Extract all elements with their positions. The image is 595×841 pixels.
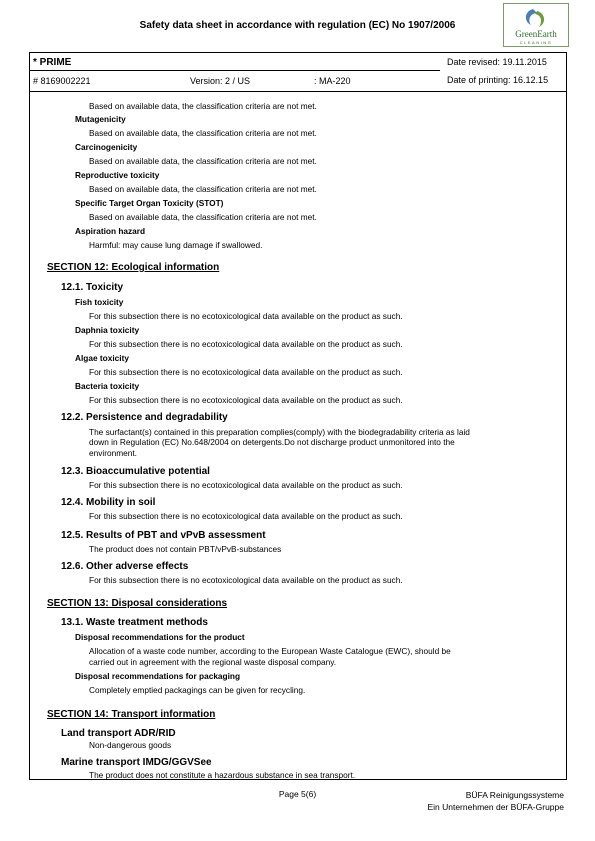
body-text: down in Regulation (EC) No.648/2004 on detergents.Do not discharge product unmonitored into the <box>89 437 455 447</box>
body-text: Based on available data, the classification criteria are not met. <box>89 156 317 166</box>
section-heading: SECTION 12: Ecological information <box>47 262 220 273</box>
subheading: Algae toxicity <box>75 353 129 363</box>
document-title: Safety data sheet in accordance with regulation (EC) No 1907/2006 <box>139 20 456 31</box>
company-line-2: Ein Unternehmen der BÜFA-Gruppe <box>427 802 564 812</box>
body-text: The product does not contain PBT/vPvB-substances <box>89 544 282 554</box>
body-text: Harmful: may cause lung damage if swallowed. <box>89 240 263 250</box>
product-code: # 8169002221 <box>33 76 91 86</box>
subsection-title: 12.2. Persistence and degradability <box>61 412 228 423</box>
subheading: Daphnia toxicity <box>75 325 140 335</box>
subsection-title: 12.6. Other adverse effects <box>61 561 189 572</box>
subheading: Carcinogenicity <box>75 142 138 152</box>
body-text: For this subsection there is no ecotoxicological data available on the product as such. <box>89 367 403 377</box>
subsection-title: 13.1. Waste treatment methods <box>61 617 208 628</box>
subheading: Fish toxicity <box>75 297 124 307</box>
body-text: Non-dangerous goods <box>89 740 172 750</box>
subsection-title: 12.3. Bioaccumulative potential <box>61 466 210 477</box>
body-text: For this subsection there is no ecotoxicological data available on the product as such. <box>89 480 403 490</box>
subheading: Aspiration hazard <box>75 226 146 236</box>
logo-text-sub: CLEANING <box>519 40 553 45</box>
body-text: For this subsection there is no ecotoxicological data available on the product as such. <box>89 395 403 405</box>
body-text: Completely emptied packagings can be given for recycling. <box>89 685 306 695</box>
subsection-title: 12.4. Mobility in soil <box>61 497 156 508</box>
ma-code: : MA-220 <box>314 76 351 86</box>
company-line-1: BÜFA Reinigungssysteme <box>465 790 564 800</box>
body-text: The product does not constitute a hazardous substance in sea transport. <box>89 770 356 780</box>
transport-heading: Marine transport IMDG/GGVSee <box>61 757 212 768</box>
section-heading: SECTION 14: Transport information <box>47 709 216 720</box>
body-text: Allocation of a waste code number, according to the European Waste Catalogue (EWC), should be <box>89 646 451 656</box>
body-text: For this subsection there is no ecotoxicological data available on the product as such. <box>89 311 403 321</box>
header-box <box>30 53 566 92</box>
subheading: Bacteria toxicity <box>75 381 140 391</box>
subheading: Disposal recommendations for packaging <box>75 671 241 681</box>
body-text: environment. <box>89 448 137 458</box>
body-text: For this subsection there is no ecotoxicological data available on the product as such. <box>89 339 403 349</box>
product-name: * PRIME <box>33 57 72 68</box>
version: Version: 2 / US <box>190 76 251 86</box>
body-text: Based on available data, the classification criteria are not met. <box>89 101 317 111</box>
section-heading: SECTION 13: Disposal considerations <box>47 598 228 609</box>
page-number: Page 5(6) <box>278 789 317 799</box>
body-text: Based on available data, the classification criteria are not met. <box>89 184 317 194</box>
date-printing: Date of printing: 16.12.15 <box>447 75 549 85</box>
company-info <box>427 789 564 813</box>
transport-heading: Land transport ADR/RID <box>61 728 176 739</box>
subheading: Mutagenicity <box>75 114 126 124</box>
body-text: For this subsection there is no ecotoxicological data available on the product as such. <box>89 575 403 585</box>
body-text: Based on available data, the classification criteria are not met. <box>89 128 317 138</box>
greenearth-logo <box>503 3 569 47</box>
subsection-title: 12.1. Toxicity <box>61 282 124 293</box>
subheading: Disposal recommendations for the product <box>75 632 245 642</box>
body-text: carried out in agreement with the regional waste disposal company. <box>89 657 337 667</box>
subheading: Specific Target Organ Toxicity (STOT) <box>75 198 224 208</box>
body-text: For this subsection there is no ecotoxicological data available on the product as such. <box>89 511 403 521</box>
body-text: Based on available data, the classification criteria are not met. <box>89 212 317 222</box>
logo-text-main: GreenEarth <box>515 29 557 39</box>
body-text: The surfactant(s) contained in this preparation complies(comply) with the biodegradability criteria as laid <box>89 427 470 437</box>
subheading: Reproductive toxicity <box>75 170 160 180</box>
subsection-title: 12.5. Results of PBT and vPvB assessment <box>61 530 266 541</box>
date-revised: Date revised: 19.11.2015 <box>447 57 547 67</box>
header-divider <box>30 70 440 71</box>
